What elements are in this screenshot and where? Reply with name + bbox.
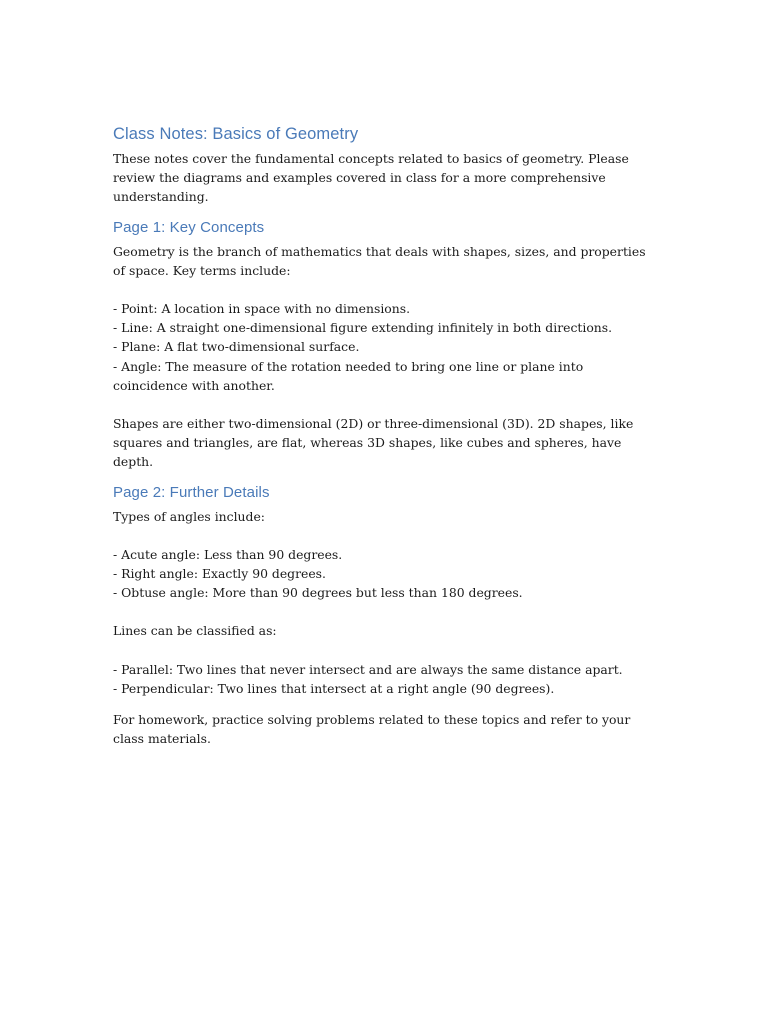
spacer — [113, 472, 658, 482]
spacer — [113, 207, 658, 217]
angles-intro: Types of angles include: — [113, 508, 265, 524]
spacer — [113, 698, 658, 710]
spacer — [113, 280, 658, 299]
line-perpendicular: - Perpendicular: Two lines that intersect at a right angle (90 degrees). — [113, 680, 555, 696]
term-point: - Point: A location in space with no dimensions. — [113, 301, 411, 317]
spacer — [113, 526, 658, 545]
angle-obtuse: - Obtuse angle: More than 90 degrees but less than 180 degrees. — [113, 585, 523, 601]
term-plane: - Plane: A flat two-dimensional surface. — [113, 339, 360, 355]
page1-intro-paragraph: Geometry is the branch of mathematics that deals with shapes, sizes, and properties of space. Key terms include: — [113, 243, 646, 278]
angle-right: - Right angle: Exactly 90 degrees. — [113, 566, 326, 582]
term-angle: - Angle: The measure of the rotation needed to bring one line or plane into coincidence with another. — [113, 358, 584, 393]
document-title: Class Notes: Basics of Geometry — [113, 125, 359, 143]
spacer — [113, 395, 658, 414]
intro-paragraph: These notes cover the fundamental concepts related to basics of geometry. Please review the diagrams and examples covered in class for a more comprehensive understanding. — [113, 151, 629, 205]
lines-intro: Lines can be classified as: — [113, 623, 277, 639]
homework-paragraph: For homework, practice solving problems related to these topics and refer to your class materials. — [113, 712, 631, 747]
spacer — [113, 602, 658, 621]
section-heading-page1: Page 1: Key Concepts — [113, 218, 265, 236]
section-heading-page2: Page 2: Further Details — [113, 483, 270, 501]
shapes-paragraph: Shapes are either two-dimensional (2D) or three-dimensional (3D). 2D shapes, like squares and triangles, are flat, whereas 3D shapes, like cubes and spheres, have depth. — [113, 416, 634, 470]
spacer — [113, 641, 658, 660]
term-line: - Line: A straight one-dimensional figure extending infinitely in both directions. — [113, 320, 613, 336]
angle-acute: - Acute angle: Less than 90 degrees. — [113, 546, 343, 562]
line-parallel: - Parallel: Two lines that never intersect and are always the same distance apart. — [113, 661, 623, 677]
